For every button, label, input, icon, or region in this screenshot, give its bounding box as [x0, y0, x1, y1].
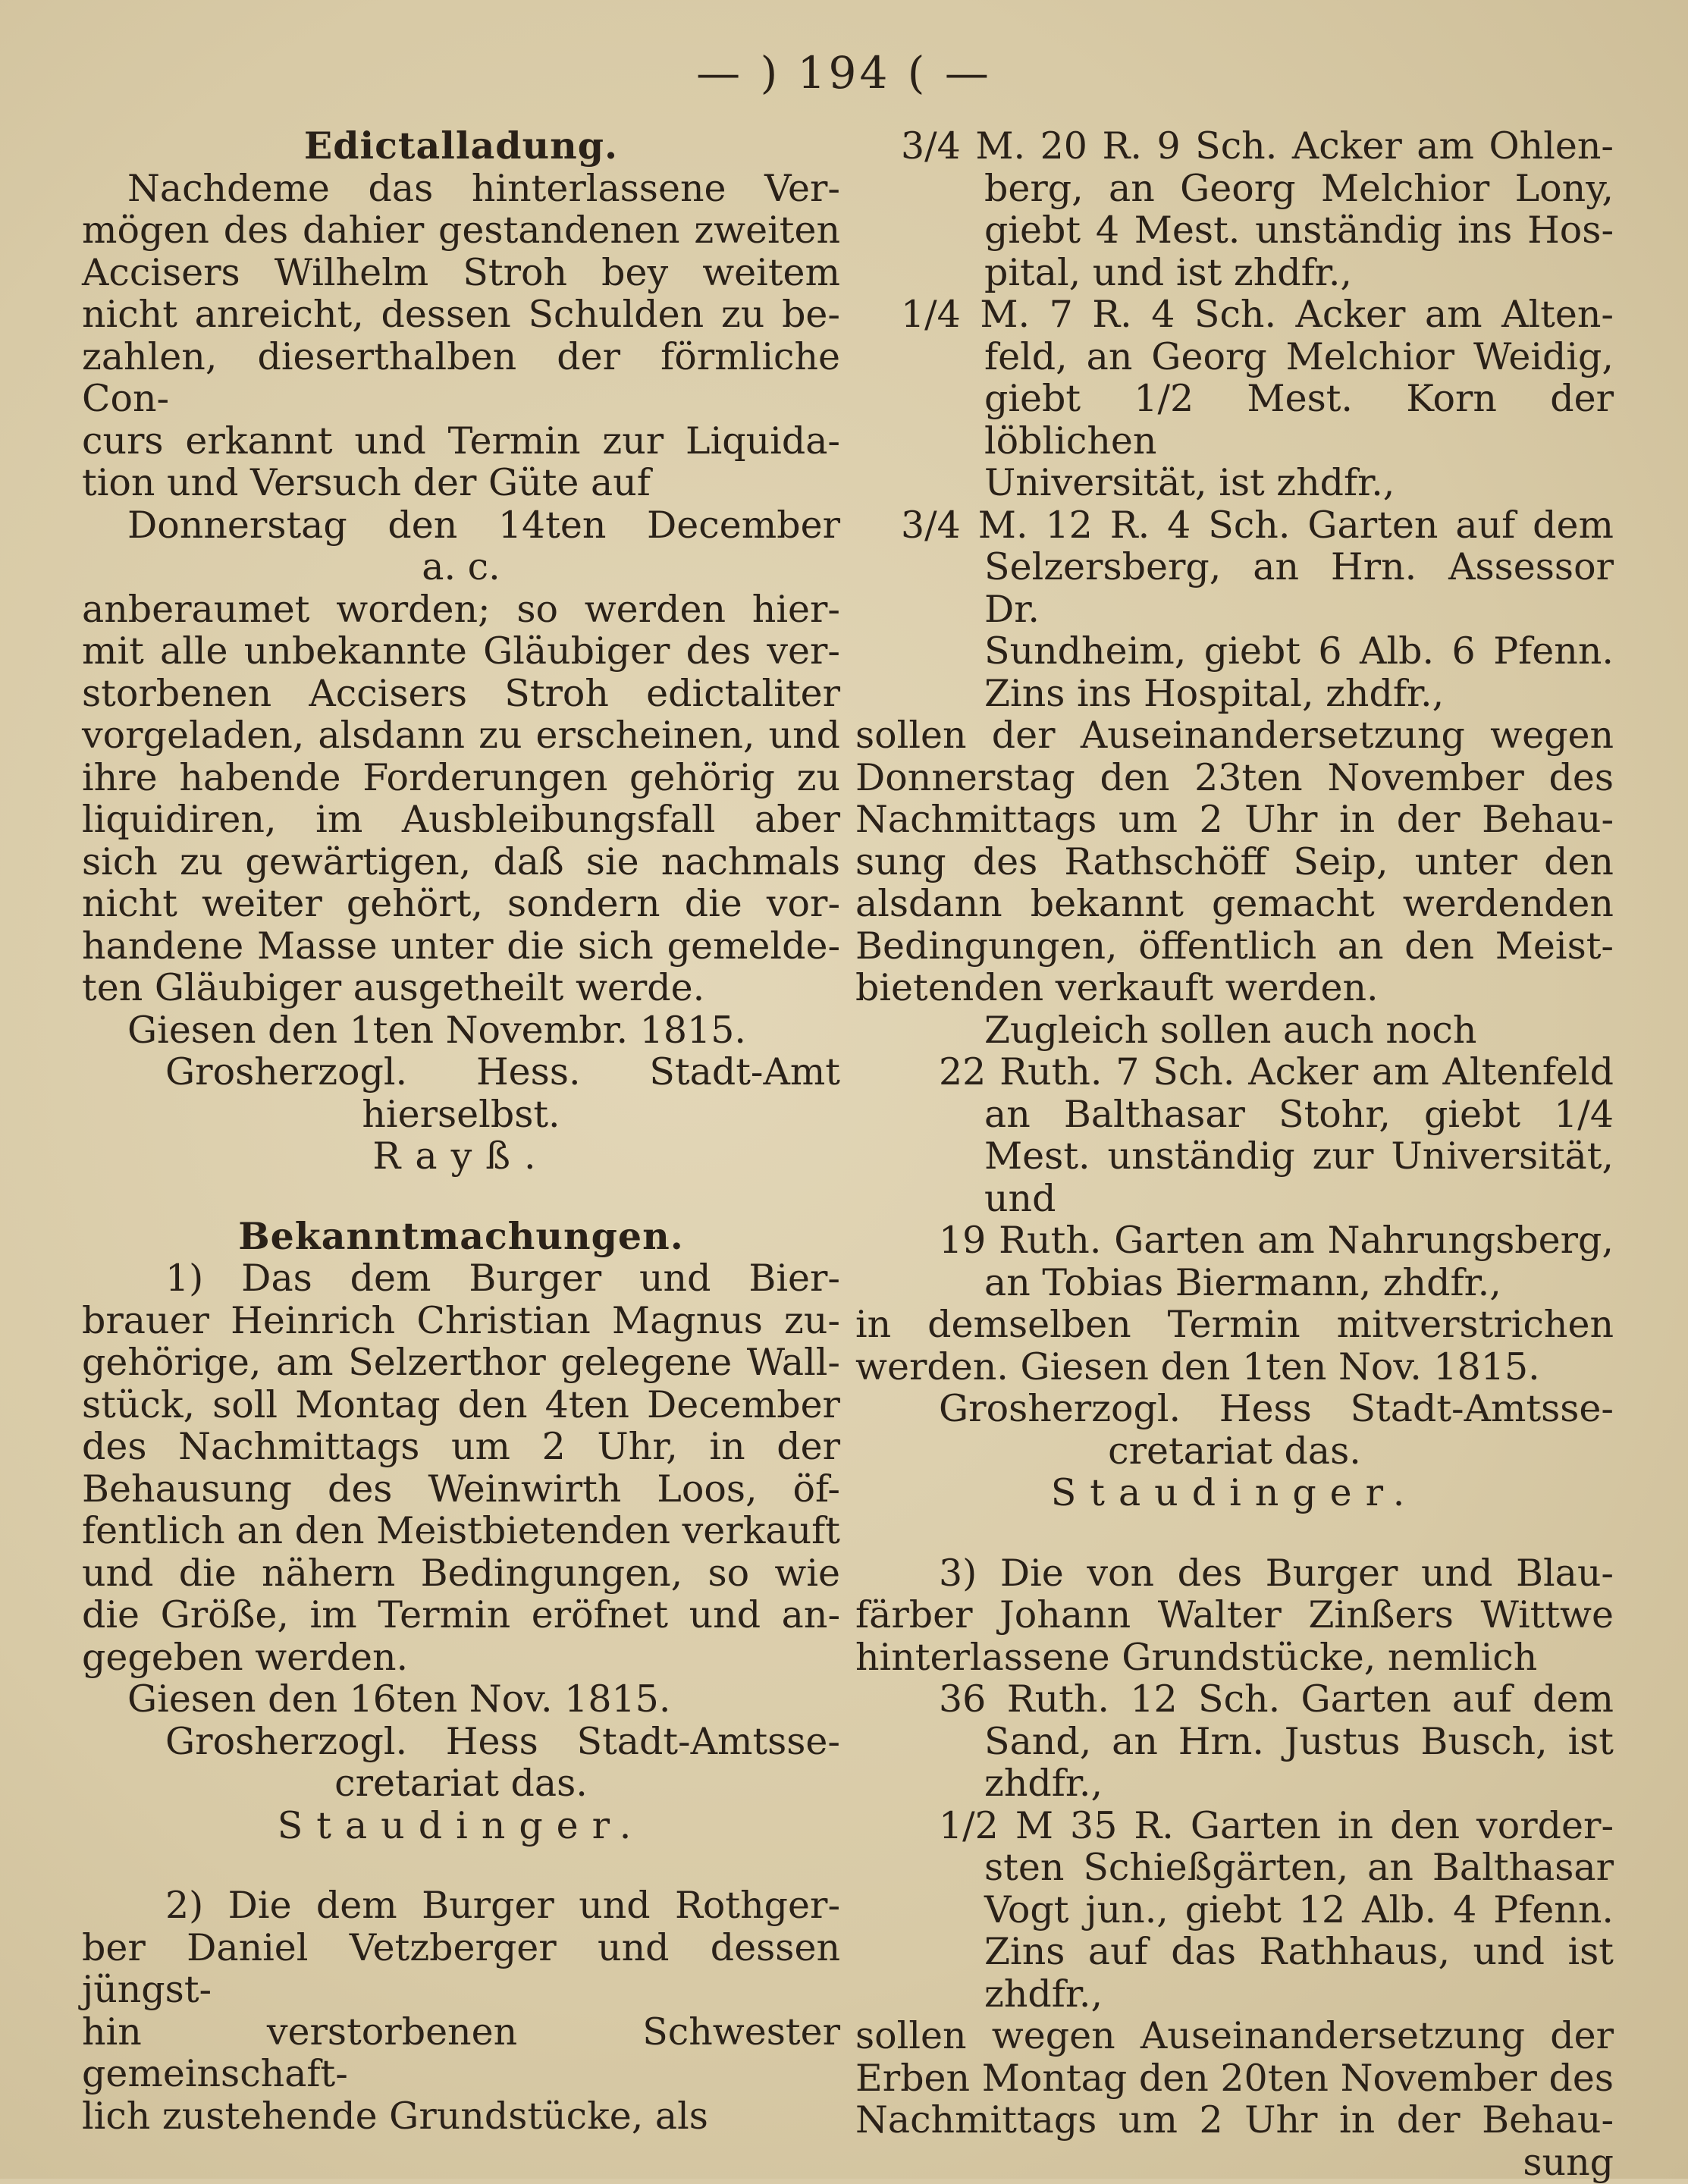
right-text-line: 3/4 M. 20 R. 9 Sch. Acker am Ohlen-	[901, 124, 1614, 168]
left-text-line: Giesen den 1ten Novembr. 1815.	[127, 1008, 746, 1052]
right-text-line: feld, an Georg Melchior Weidig,	[984, 334, 1614, 378]
left-text-line: Accisers Wilhelm Stroh bey weitem	[82, 250, 840, 294]
left-text-line: nicht anreicht, dessen Schulden zu be-	[82, 293, 840, 336]
left-text-line: handene Masse unter die sich gemelde-	[82, 924, 840, 968]
section-heading: Bekanntmachungen.	[238, 1213, 684, 1258]
page-number: — ) 194 ( —	[696, 47, 992, 99]
left-text-line: ten Gläubiger ausgetheilt werde.	[82, 966, 705, 1009]
right-text-line: 36 Ruth. 12 Sch. Garten auf dem	[939, 1677, 1614, 1721]
right-text-line: Zugleich sollen auch noch	[984, 1008, 1477, 1052]
right-column	[855, 125, 1614, 2183]
right-text-line: 22 Ruth. 7 Sch. Acker am Altenfeld	[939, 1050, 1614, 1094]
right-text-line: und	[984, 1176, 1056, 1220]
left-text-line: mögen des dahier gestandenen zweiten	[82, 209, 840, 252]
right-text-line: 3) Die von des Burger und Blau-	[939, 1551, 1614, 1595]
right-text-line: Donnerstag den 23ten November des	[855, 755, 1614, 799]
left-text-line: hin verstorbenen Schwester gemeinschaft-	[82, 2010, 840, 2095]
right-text-line: Erben Montag den 20ten November des	[855, 2056, 1614, 2100]
right-text-line: Sand, an Hrn. Justus Busch, ist	[984, 1719, 1614, 1763]
left-text-line: vorgeladen, alsdann zu erscheinen, und	[82, 714, 840, 757]
right-text-line: Zins ins Hospital, zhdfr.,	[984, 671, 1445, 715]
right-text-line: sung des Rathschöff Seip, unter den	[855, 839, 1614, 883]
right-text-line: zhdfr.,	[984, 1762, 1103, 1805]
left-text-line: die Größe, im Termin eröfnet und an-	[82, 1593, 840, 1636]
left-text-line: 1) Das dem Burger und Bier-	[165, 1257, 840, 1300]
right-text-line: 1/4 M. 7 R. 4 Sch. Acker am Alten-	[901, 293, 1614, 336]
left-text-line: nicht weiter gehört, sondern die vor-	[82, 882, 840, 925]
left-text-line: cretariat das.	[334, 1762, 588, 1805]
right-text-line: bietenden verkauft werden.	[855, 966, 1379, 1009]
right-text-line: 19 Ruth. Garten am Nahrungsberg,	[939, 1219, 1614, 1262]
left-text-line: liquidiren, im Ausbleibungsfall aber	[82, 798, 840, 841]
section-heading: Edictalladung.	[303, 124, 619, 168]
spacer	[82, 1847, 840, 1884]
left-text-line: Giesen den 16ten Nov. 1815.	[127, 1677, 671, 1721]
left-text-line: 2) Die dem Burger und Rothger-	[165, 1884, 840, 1927]
left-text-line: des Nachmittags um 2 Uhr, in der	[82, 1425, 840, 1468]
left-text-line: gehörige, am Selzerthor gelegene Wall-	[82, 1341, 840, 1384]
right-text-line: färber Johann Walter Zinßers Wittwe	[855, 1593, 1614, 1636]
left-text-line: curs erkannt und Termin zur Liquida-	[82, 419, 840, 463]
right-text-line: sollen wegen Auseinandersetzung der	[855, 2014, 1614, 2057]
left-text-line: ber Daniel Vetzberger und dessen jüngst-	[82, 1925, 840, 2011]
left-text-line: ihre habende Forderungen gehörig zu	[82, 755, 840, 799]
right-text-line: Mest. unständig zur Universität,	[984, 1134, 1614, 1178]
left-text-line: lich zustehende Grundstücke, als	[82, 2094, 708, 2138]
left-text-line: fentlich an den Meistbietenden verkauft	[82, 1509, 841, 1552]
left-text-line: hierselbst.	[362, 1092, 560, 1136]
left-text-line: brauer Heinrich Christian Magnus zu-	[82, 1298, 840, 1342]
left-text-line: zahlen, dieserthalben der förmliche Con-	[82, 334, 840, 420]
right-text-line: 1/2 M 35 R. Garten in den vorder-	[939, 1803, 1614, 1847]
left-text-line: sich zu gewärtigen, daß sie nachmals	[82, 839, 840, 883]
right-text-line: alsdann bekannt gemacht werdenden	[855, 882, 1614, 925]
right-text-line: Sundheim, giebt 6 Alb. 6 Pfenn.	[984, 629, 1614, 673]
right-text-line: Vogt jun., giebt 12 Alb. 4 Pfenn.	[984, 1887, 1614, 1931]
right-text-line: berg, an Georg Melchior Lony,	[984, 166, 1614, 210]
right-text-line: Grosherzogl. Hess Stadt-Amtsse-	[939, 1387, 1614, 1430]
right-text-line: hinterlassene Grundstücke, nemlich	[855, 1635, 1538, 1679]
left-text-line: Behausung des Weinwirth Loos, öf-	[82, 1467, 840, 1511]
signature: Staudinger.	[277, 1803, 645, 1847]
right-text-line: sung	[1523, 2140, 1614, 2184]
left-text-line: Grosherzogl. Hess. Stadt-Amt	[165, 1050, 840, 1094]
right-text-line: werden. Giesen den 1ten Nov. 1815.	[855, 1345, 1540, 1389]
left-text-line: stück, soll Montag den 4ten December	[82, 1382, 840, 1426]
left-text-line: a. c.	[422, 545, 500, 588]
left-text-line: mit alle unbekannte Gläubiger des ver-	[82, 629, 840, 673]
right-text-line: 3/4 M. 12 R. 4 Sch. Garten auf dem	[901, 503, 1614, 547]
left-text-line: tion und Versuch der Güte auf	[82, 461, 651, 504]
right-text-line: an Tobias Biermann, zhdfr.,	[984, 1260, 1501, 1304]
left-text-line: gegeben werden.	[82, 1635, 409, 1679]
left-text-line: storbenen Accisers Stroh edictaliter	[82, 671, 840, 715]
left-text-line: Nachdeme das hinterlassene Ver-	[127, 166, 840, 210]
left-text-line: Donnerstag den 14ten December	[127, 503, 840, 547]
left-text-line: anberaumet worden; so werden hier-	[82, 587, 840, 631]
spacer	[82, 1178, 840, 1216]
signature: Staudinger.	[1050, 1471, 1419, 1514]
left-column	[82, 125, 840, 2137]
right-text-line: Nachmittags um 2 Uhr in der Behau-	[855, 798, 1614, 841]
left-text-line: und die nähern Bedingungen, so wie	[82, 1551, 840, 1595]
right-text-line: zhdfr.,	[984, 1972, 1103, 2016]
right-text-line: sollen der Auseinandersetzung wegen	[855, 714, 1614, 757]
right-text-line: pital, und ist zhdfr.,	[984, 250, 1352, 294]
left-text-line: Grosherzogl. Hess Stadt-Amtsse-	[165, 1719, 840, 1763]
right-text-line: Zins auf das Rathhaus, und ist	[984, 1930, 1614, 1973]
signature: Rayß.	[372, 1134, 550, 1178]
spacer	[855, 1514, 1614, 1552]
right-text-line: Bedingungen, öffentlich an den Meist-	[855, 924, 1614, 968]
right-text-line: cretariat das.	[1108, 1429, 1361, 1473]
right-text-line: sten Schießgärten, an Balthasar	[984, 1846, 1614, 1889]
right-text-line: Universität, ist zhdfr.,	[984, 461, 1395, 504]
right-text-line: Nachmittags um 2 Uhr in der Behau-	[855, 2098, 1614, 2142]
right-text-line: an Balthasar Stohr, giebt 1/4	[984, 1092, 1614, 1136]
right-text-line: in demselben Termin mitverstrichen	[855, 1303, 1614, 1346]
right-text-line: giebt 4 Mest. unständig ins Hos-	[984, 209, 1614, 252]
right-text-line: Selzersberg, an Hrn. Assessor Dr.	[984, 545, 1614, 631]
right-text-line: giebt 1/2 Mest. Korn der löblichen	[984, 377, 1614, 463]
